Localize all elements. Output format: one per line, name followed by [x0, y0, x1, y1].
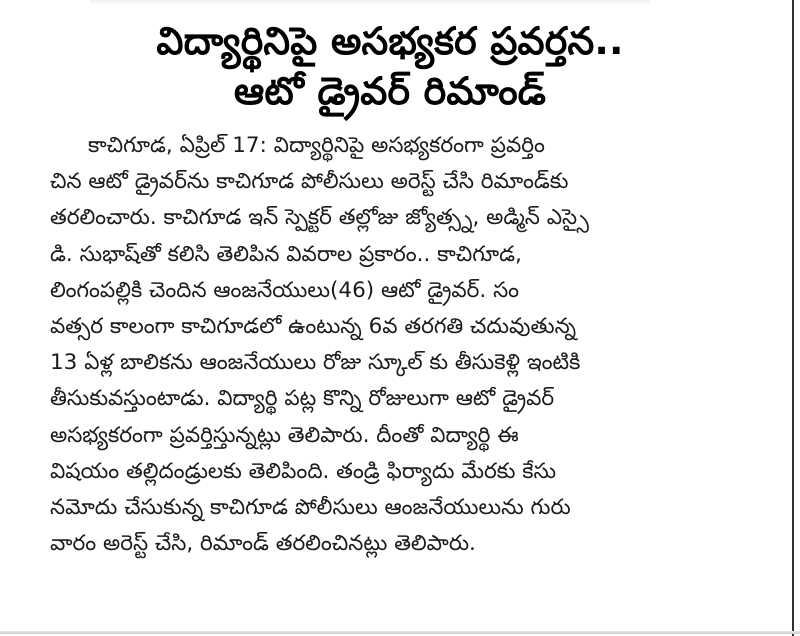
- article-line-9: అసభ్యకరంగా ప్రవర్తిస్తున్నట్లు తెలిపారు. దీంతో విద్యార్థి ఈ: [50, 422, 519, 448]
- article-line-12: వారం అరెస్ట్ చేసి, రిమాండ్ తరలించినట్లు తెలిపారు.: [50, 531, 476, 557]
- article-line-5: లింగంపల్లికి చెందిన ఆంజనేయులు(46) ఆటో డ్రైవర్. సం: [50, 277, 520, 303]
- headline-line-1: విద్యార్థినిపై అసభ్యకర ప్రవర్తన..: [156, 19, 624, 63]
- clipping-bottom-edge: [0, 631, 800, 634]
- article-line-2: చిన ఆటో డ్రైవర్‌ను కాచిగూడ పోలీసులు అరెస్ట్ చేసి రిమాండ్‌కు: [50, 169, 569, 195]
- article-line-8: తీసుకువస్తుంటాడు. విద్యార్థి పట్ల కొన్ని రోజులుగా ఆటో డ్రైవర్: [50, 386, 555, 412]
- article-body: [50, 128, 762, 562]
- article-line-3: తరలించారు. కాచిగూడ ఇన్ స్పెక్టర్ తల్లోజు జ్యోత్స్న, అడ్మిన్ ఎస్సై: [50, 205, 589, 231]
- article-line-11: నమోదు చేసుకున్న కాచిగూడ పోలీసులు ఆంజనేయులును గురు: [50, 494, 571, 520]
- headline-line-2: ఆటో డ్రైవర్ రిమాండ్: [233, 69, 547, 113]
- article-line-6: వత్సర కాలంగా కాచిగూడలో ఉంటున్న 6వ తరగతి చదువుతున్న: [50, 313, 577, 339]
- clipped-previous-headline-edge: [90, 0, 650, 4]
- article-line-7: 13 ఏళ్ల బాలికను ఆంజనేయులు రోజు స్కూల్ కు తీసుకెళ్లి ఇంటికి: [50, 350, 581, 376]
- article-line-1: కాచిగూడ, ఏప్రిల్ 17: విద్యార్థినిపై అసభ్యకరంగా ప్రవర్తిం: [88, 133, 545, 158]
- article-line-4: డి. సుభాష్‌తో కలిసి తెలిపిన వివరాల ప్రకారం.. కాచిగూడ,: [50, 241, 522, 267]
- article-line-10: విషయం తల్లిదండ్రులకు తెలిపింది. తండ్రి ఫిర్యాదు మేరకు కేసు: [50, 458, 557, 484]
- column-divider-rule: [792, 0, 794, 636]
